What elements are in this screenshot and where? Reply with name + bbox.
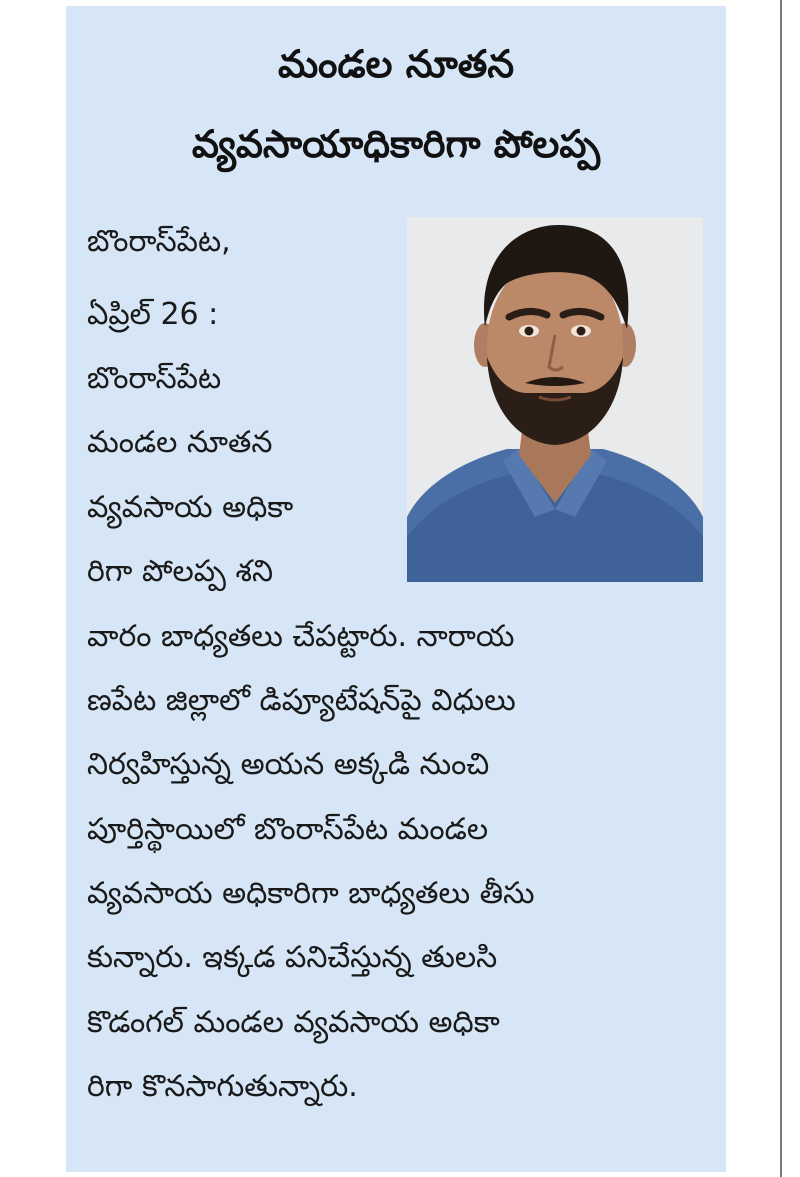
headline-line-1: మండల నూతన: [277, 42, 515, 86]
body-line: బొంరాస్‌పేట: [87, 361, 222, 396]
headline-line-2: వ్యవసాయాధికారిగా పోలప్ప: [191, 122, 601, 166]
column-divider: [780, 0, 782, 1177]
body-line: వారం బాధ్యతలు చేపట్టారు. నారాయ: [87, 619, 515, 654]
body-line: బొంరాస్‌పేట,: [87, 224, 231, 259]
body-line: ఏప్రిల్ 26 :: [87, 297, 219, 332]
body-line: ణపేట జిల్లాలో డిప్యూటేషన్‌పై విధులు: [87, 683, 516, 718]
body-line: రిగా పోలప్ప శని: [87, 554, 274, 589]
body-line: మండల నూతన: [87, 425, 273, 460]
portrait-illustration: [407, 217, 703, 582]
body-line: వ్యవసాయ అధికారిగా బాధ్యతలు తీసు: [87, 876, 535, 911]
body-line: వ్యవసాయ అధికా: [87, 490, 294, 525]
reporter-portrait-photo: [407, 217, 703, 582]
body-line: కొడంగల్ మండల వ్యవసాయ అధికా: [87, 1005, 500, 1040]
body-line: నిర్వహిస్తున్న అయన అక్కడి నుంచి: [87, 747, 490, 782]
body-line: కున్నారు. ఇక్కడ పనిచేస్తున్న తులసి: [87, 940, 498, 975]
body-line: పూర్తిస్థాయిలో బొంరాస్‌పేట మండల: [87, 812, 489, 847]
body-line: రిగా కొనసాగుతున్నారు.: [87, 1069, 358, 1104]
